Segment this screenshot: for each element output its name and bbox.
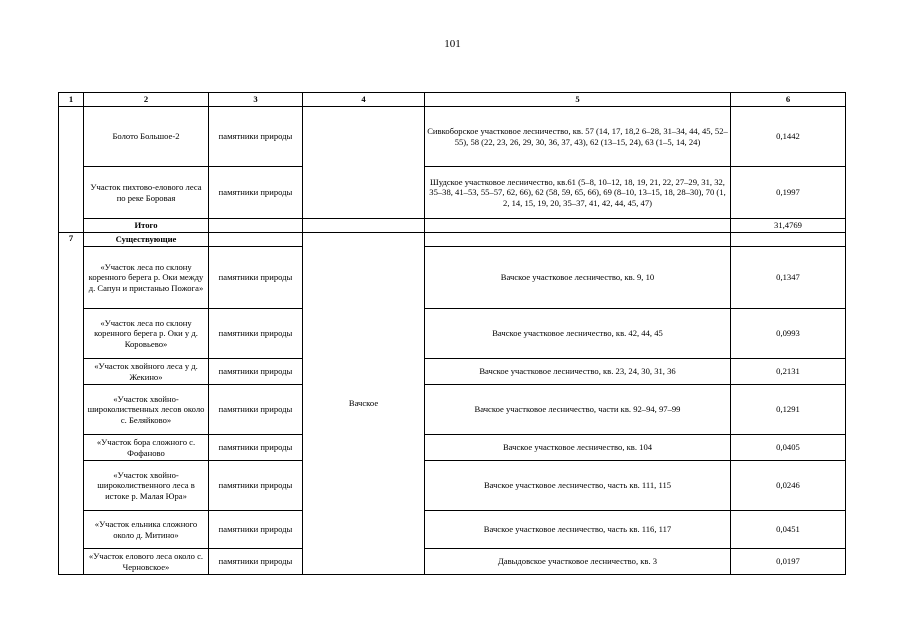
table-cell bbox=[425, 219, 731, 233]
data-table bbox=[58, 92, 846, 575]
table-cell: «Участок бора сложного с. Фофаново bbox=[84, 435, 209, 461]
table-cell: Шудское участковое лесничество, кв.61 (5–8, 10–12, 18, 19, 21, 22, 27–29, 31, 32, 35–38, 41–53, 55–57, 62, 66), 62 (58, 59, 65, 66), 69 (8–10, 13–15, 18, 28–30), 70 (1, 2, 14, 15, 19, 20, 35–37, 41, 42, 44, 45, 47) bbox=[425, 167, 731, 219]
column-header: 2 bbox=[84, 93, 209, 107]
table-cell: 0,0197 bbox=[731, 549, 846, 575]
table-cell: памятники природы bbox=[209, 107, 303, 167]
table-cell bbox=[59, 107, 84, 233]
table-cell: «Участок хвойно-широколиственных лесов около с. Беляйково» bbox=[84, 385, 209, 435]
table-cell: «Участок елового леса около с. Черновское» bbox=[84, 549, 209, 575]
table-cell bbox=[425, 233, 731, 247]
table-cell: Вачское участковое лесничество, часть кв. 111, 115 bbox=[425, 461, 731, 511]
table-cell bbox=[731, 233, 846, 247]
table-cell: памятники природы bbox=[209, 385, 303, 435]
table-cell: 7 bbox=[59, 233, 84, 575]
table-cell: «Участок леса по склону коренного берега р. Оки у д. Коровьево» bbox=[84, 309, 209, 359]
table-row bbox=[59, 385, 846, 435]
table-cell: памятники природы bbox=[209, 167, 303, 219]
table-cell: Вачское участковое лесничество, кв. 23, 24, 30, 31, 36 bbox=[425, 359, 731, 385]
table-row bbox=[59, 511, 846, 549]
table-cell: Итого bbox=[84, 219, 209, 233]
table-cell: 0,0993 bbox=[731, 309, 846, 359]
total-row bbox=[59, 219, 846, 233]
table-row bbox=[59, 107, 846, 167]
column-header: 3 bbox=[209, 93, 303, 107]
table-cell: Сивкоборское участковое лесничество, кв. 57 (14, 17, 18,2 6–28, 31–34, 44, 45, 52–55), 58 (22, 23, 26, 29, 30, 36, 37, 43), 62 (13–15, 24), 63 (1–5, 14, 24) bbox=[425, 107, 731, 167]
table-cell: 0,0451 bbox=[731, 511, 846, 549]
table-cell: 0,0246 bbox=[731, 461, 846, 511]
table-cell: памятники природы bbox=[209, 549, 303, 575]
table-body bbox=[59, 107, 846, 575]
table-cell: «Участок хвойного леса у д. Жекино» bbox=[84, 359, 209, 385]
table-cell: памятники природы bbox=[209, 461, 303, 511]
column-header: 6 bbox=[731, 93, 846, 107]
table-cell: Давыдовское участковое лесничество, кв. 3 bbox=[425, 549, 731, 575]
table-cell: 31,4769 bbox=[731, 219, 846, 233]
table-cell bbox=[209, 219, 303, 233]
table-cell: 0,1347 bbox=[731, 247, 846, 309]
table-cell: 0,0405 bbox=[731, 435, 846, 461]
table-row bbox=[59, 549, 846, 575]
table-cell bbox=[303, 219, 425, 233]
table-cell: Болото Большое-2 bbox=[84, 107, 209, 167]
table-cell: Вачское участковое лесничество, кв. 42, 44, 45 bbox=[425, 309, 731, 359]
table-cell: 0,1442 bbox=[731, 107, 846, 167]
table-row bbox=[59, 167, 846, 219]
table-cell: памятники природы bbox=[209, 309, 303, 359]
column-header: 5 bbox=[425, 93, 731, 107]
table-cell: Существующие bbox=[84, 233, 209, 247]
table-cell: 0,1291 bbox=[731, 385, 846, 435]
page-number: 101 bbox=[444, 38, 461, 50]
table-cell: «Участок ельника сложного около д. Митино» bbox=[84, 511, 209, 549]
table-cell: Вачское bbox=[303, 233, 425, 575]
table-cell: памятники природы bbox=[209, 359, 303, 385]
table-cell: Вачское участковое лесничество, кв. 9, 10 bbox=[425, 247, 731, 309]
table-cell: памятники природы bbox=[209, 435, 303, 461]
table-cell: «Участок хвойно-широколиственного леса в истоке р. Малая Юра» bbox=[84, 461, 209, 511]
table-cell: Вачское участковое лесничество, часть кв. 116, 117 bbox=[425, 511, 731, 549]
table-cell: Вачское участковое лесничество, части кв. 92–94, 97–99 bbox=[425, 385, 731, 435]
table-cell: Вачское участковое лесничество, кв. 104 bbox=[425, 435, 731, 461]
column-header: 4 bbox=[303, 93, 425, 107]
table-cell: Участок пихтово-елового леса по реке Боровая bbox=[84, 167, 209, 219]
table-row bbox=[59, 461, 846, 511]
table-cell: памятники природы bbox=[209, 247, 303, 309]
table-cell bbox=[209, 233, 303, 247]
table-row bbox=[59, 435, 846, 461]
table-row bbox=[59, 247, 846, 309]
table-cell: памятники природы bbox=[209, 511, 303, 549]
table-row bbox=[59, 309, 846, 359]
table-cell: 0,2131 bbox=[731, 359, 846, 385]
table-cell bbox=[303, 107, 425, 219]
section-header-row bbox=[59, 233, 846, 247]
table-cell: 0,1997 bbox=[731, 167, 846, 219]
table-row bbox=[59, 359, 846, 385]
table-header-row bbox=[59, 93, 846, 107]
column-header: 1 bbox=[59, 93, 84, 107]
table-cell: «Участок леса по склону коренного берега р. Оки между д. Сапун и пристанью Пожога» bbox=[84, 247, 209, 309]
